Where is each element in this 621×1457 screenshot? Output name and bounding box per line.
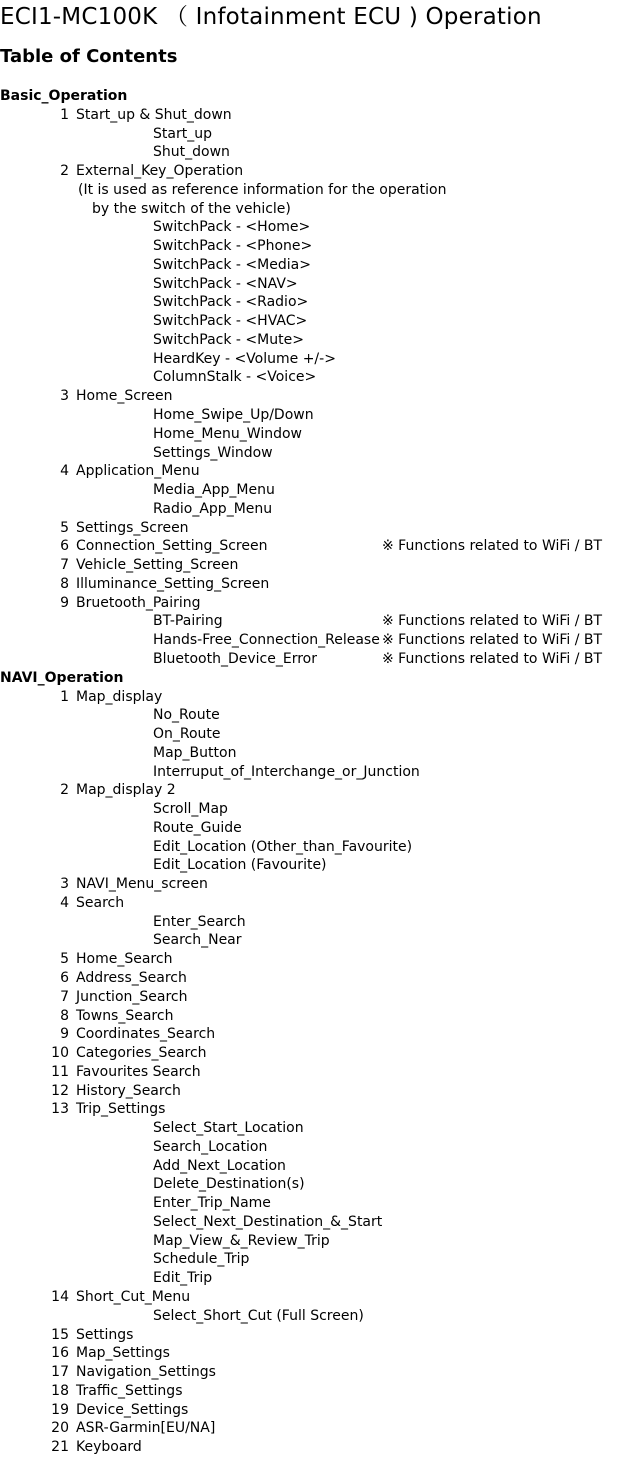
toc-entry-label: NAVI_Menu_screen (76, 876, 208, 893)
toc-entry-label: Map_display 2 (76, 782, 176, 799)
toc-entry-label: by the switch of the vehicle) (92, 200, 291, 217)
toc-entry-number: 5 (60, 519, 69, 536)
toc-entry[interactable] (0, 1363, 621, 1382)
toc-entry-number: 6 (60, 969, 69, 986)
toc-entry[interactable] (0, 594, 621, 613)
toc-entry[interactable] (0, 650, 621, 669)
toc-entry[interactable] (0, 706, 621, 725)
toc-entry[interactable] (0, 519, 621, 538)
toc-entry[interactable] (0, 1307, 621, 1326)
toc-entry-number: 2 (60, 163, 69, 180)
toc-entry[interactable] (0, 1082, 621, 1101)
toc-entry-number: 14 (51, 1289, 69, 1305)
toc-entry-label: (It is used as reference information for the operation (78, 181, 447, 198)
toc-entry[interactable] (0, 631, 621, 650)
toc-entry-label: Bruetooth_Pairing (76, 594, 201, 611)
toc-entry[interactable] (0, 275, 621, 294)
toc-entry[interactable] (0, 612, 621, 631)
toc-entry-label: Device_Settings (76, 1401, 189, 1418)
toc-entry[interactable] (0, 556, 621, 575)
toc-entry[interactable] (0, 725, 621, 744)
toc-entry[interactable] (0, 1326, 621, 1345)
wifi-bt-remark: ※ Functions related to WiFi / BT (382, 613, 603, 630)
toc-entry-label: Address_Search (76, 969, 187, 986)
toc-entry-label: Select_Next_Destination_&_Start (153, 1213, 383, 1230)
toc-entry-number: 3 (60, 388, 69, 405)
toc-entry-number: 7 (60, 988, 69, 1005)
toc-entry-number: 7 (60, 557, 69, 574)
toc-entry-number: 20 (51, 1420, 69, 1437)
toc-entry-label: SwitchPack - <Mute> (153, 331, 304, 348)
toc-entry-label: No_Route (153, 707, 220, 724)
toc-entry-label: NAVI_Operation (0, 669, 124, 686)
toc-entry[interactable] (0, 1138, 621, 1157)
toc-entry[interactable] (0, 1025, 621, 1044)
toc-entry-label: Interruput_of_Interchange_or_Junction (153, 763, 420, 780)
toc-entry-label: Start_up (153, 125, 212, 142)
toc-heading: Table of Contents (0, 46, 178, 67)
toc-entry-number: 13 (51, 1101, 69, 1118)
toc-entry[interactable] (0, 1063, 621, 1082)
toc-entry[interactable] (0, 444, 621, 463)
toc-entry-label: Settings_Screen (76, 519, 189, 536)
toc-entry-label: Bluetooth_Device_Error (153, 650, 317, 667)
toc-entry[interactable] (0, 462, 621, 481)
toc-entry[interactable] (0, 162, 621, 181)
toc-entry-number: 8 (60, 575, 69, 592)
toc-entry-label: Basic_Operation (0, 88, 128, 104)
toc-entry[interactable] (0, 781, 621, 800)
toc-entry-label: SwitchPack - <NAV> (153, 275, 298, 292)
toc-entry-label: Home_Menu_Window (153, 425, 302, 442)
toc-entry[interactable] (0, 1175, 621, 1194)
toc-section[interactable] (0, 669, 621, 688)
toc-entry[interactable] (0, 1419, 621, 1438)
toc-entry[interactable] (0, 819, 621, 838)
toc-entry-label: ASR-Garmin[EU/NA] (76, 1420, 216, 1437)
toc-entry-number: 11 (51, 1063, 69, 1080)
toc-entry[interactable] (0, 856, 621, 875)
toc-entry-number: 9 (60, 1026, 69, 1043)
toc-entry[interactable] (0, 1100, 621, 1119)
toc-entry-number: 1 (60, 106, 69, 123)
toc-entry[interactable] (0, 425, 621, 444)
toc-entry-number: 6 (60, 538, 69, 555)
wifi-bt-remark: ※ Functions related to WiFi / BT (382, 632, 603, 649)
toc-entry-number: 21 (51, 1439, 69, 1456)
toc-entry[interactable] (0, 1382, 621, 1401)
toc-entry-label: Edit_Location (Other_than_Favourite) (153, 838, 413, 855)
toc-entry-number: 15 (51, 1326, 69, 1343)
toc-entry[interactable] (0, 537, 621, 556)
toc-entry-label: Edit_Trip (153, 1270, 213, 1287)
toc-entry-label: Search_Location (153, 1138, 268, 1155)
toc-entry[interactable] (0, 312, 621, 331)
toc-entry[interactable] (0, 1157, 621, 1176)
toc-entry[interactable] (0, 256, 621, 275)
toc-entry-label: Enter_Trip_Name (153, 1195, 271, 1212)
toc-entry-label: Vehicle_Setting_Screen (76, 557, 239, 574)
toc-entry-label: Illuminance_Setting_Screen (76, 575, 270, 592)
toc-entry-label: Add_Next_Location (153, 1157, 286, 1174)
toc-entry-label: SwitchPack - <Media> (153, 256, 311, 273)
toc-entry[interactable] (0, 368, 621, 387)
toc-entry[interactable] (0, 1401, 621, 1420)
toc-entry-label: SwitchPack - <Home> (153, 219, 311, 236)
toc-entry-number: 4 (60, 463, 69, 480)
toc-entry-label: Delete_Destination(s) (153, 1176, 305, 1193)
toc-entry-label: Home_Screen (76, 388, 173, 405)
toc-entry-label: Favourites Search (76, 1063, 201, 1080)
table-of-contents (0, 87, 621, 1457)
toc-entry-label: Connection_Setting_Screen (76, 538, 268, 555)
toc-entry[interactable] (0, 181, 621, 200)
toc-entry-label: Home_Swipe_Up/Down (153, 407, 314, 424)
toc-entry-label: On_Route (153, 726, 221, 743)
toc-entry-label: Enter_Search (153, 913, 246, 930)
toc-entry-number: 12 (51, 1082, 69, 1099)
toc-entry[interactable] (0, 1344, 621, 1363)
toc-entry-label: Schedule_Trip (153, 1251, 250, 1268)
toc-entry-label: Navigation_Settings (76, 1364, 216, 1381)
toc-section[interactable] (0, 87, 621, 106)
toc-entry[interactable] (0, 218, 621, 237)
toc-entry[interactable] (0, 406, 621, 425)
toc-entry-label: Media_App_Menu (153, 482, 275, 499)
toc-entry-label: Home_Search (76, 951, 173, 968)
toc-entry[interactable] (0, 237, 621, 256)
toc-entry-label: Traffic_Settings (76, 1382, 183, 1399)
toc-entry[interactable] (0, 125, 621, 144)
toc-entry-label: Short_Cut_Menu (76, 1289, 191, 1305)
toc-entry[interactable] (0, 988, 621, 1007)
toc-entry-label: Settings (76, 1326, 134, 1343)
toc-entry-label: Junction_Search (76, 988, 188, 1005)
toc-entry-label: Hands-Free_Connection_Release (153, 632, 380, 649)
toc-entry[interactable] (0, 1250, 621, 1269)
toc-entry-label: HeardKey - <Volume +/-> (153, 350, 336, 367)
toc-entry[interactable] (0, 763, 621, 782)
toc-entry[interactable] (0, 387, 621, 406)
toc-entry[interactable] (0, 894, 621, 913)
toc-entry[interactable] (0, 688, 621, 707)
toc-entry-label: Select_Short_Cut (Full Screen) (153, 1307, 364, 1324)
toc-entry[interactable] (0, 950, 621, 969)
toc-entry-label: Towns_Search (76, 1007, 174, 1024)
toc-entry[interactable] (0, 913, 621, 932)
toc-entry-label: Map_Button (153, 744, 237, 761)
toc-entry-label: Trip_Settings (76, 1101, 166, 1118)
toc-entry-label: Edit_Location (Favourite) (153, 857, 327, 874)
toc-entry-label: Map_Settings (76, 1345, 170, 1362)
toc-entry[interactable] (0, 293, 621, 312)
toc-entry[interactable] (0, 1044, 621, 1063)
toc-entry-number: 8 (60, 1007, 69, 1024)
toc-entry[interactable] (0, 969, 621, 988)
toc-entry[interactable] (0, 143, 621, 162)
toc-entry-label: Radio_App_Menu (153, 500, 273, 517)
toc-entry-number: 1 (60, 688, 69, 705)
toc-entry-number: 19 (51, 1401, 69, 1418)
toc-entry-label: SwitchPack - <HVAC> (153, 313, 308, 330)
toc-entry-number: 18 (51, 1382, 69, 1399)
toc-entry-number: 3 (60, 876, 69, 893)
toc-entry-number: 10 (51, 1045, 69, 1062)
toc-entry[interactable] (0, 1119, 621, 1138)
toc-entry[interactable] (0, 1194, 621, 1213)
toc-entry-label: Categories_Search (76, 1045, 207, 1062)
toc-entry[interactable] (0, 931, 621, 950)
toc-entry-number: 5 (60, 951, 69, 968)
toc-entry-label: Route_Guide (153, 819, 242, 836)
toc-entry-number: 9 (60, 594, 69, 611)
toc-entry-label: External_Key_Operation (76, 163, 244, 180)
toc-entry[interactable] (0, 1232, 621, 1251)
toc-entry[interactable] (0, 106, 621, 125)
toc-entry[interactable] (0, 1438, 621, 1457)
toc-entry-label: Scroll_Map (153, 801, 228, 818)
toc-entry-label: Settings_Window (153, 444, 273, 461)
toc-entry[interactable] (0, 200, 621, 219)
toc-entry[interactable] (0, 744, 621, 763)
toc-entry[interactable] (0, 575, 621, 594)
toc-entry-label: Coordinates_Search (76, 1026, 216, 1043)
toc-entry[interactable] (0, 350, 621, 369)
toc-entry-label: SwitchPack - <Phone> (153, 238, 313, 255)
toc-entry-label: History_Search (76, 1082, 181, 1099)
toc-entry-label: Map_View_&_Review_Trip (153, 1232, 330, 1249)
toc-entry-label: Start_up & Shut_down (76, 106, 232, 123)
toc-entry[interactable] (0, 875, 621, 894)
toc-entry-label: Select_Start_Location (153, 1120, 304, 1137)
toc-entry-label: ColumnStalk - <Voice> (153, 369, 317, 386)
toc-entry[interactable] (0, 838, 621, 857)
wifi-bt-remark: ※ Functions related to WiFi / BT (382, 650, 603, 667)
toc-entry[interactable] (0, 500, 621, 519)
toc-entry[interactable] (0, 1007, 621, 1026)
toc-entry[interactable] (0, 1213, 621, 1232)
toc-entry-label: Search (76, 894, 125, 911)
toc-entry[interactable] (0, 1269, 621, 1288)
toc-entry-label: Shut_down (153, 144, 230, 161)
toc-entry[interactable] (0, 331, 621, 350)
toc-entry-number: 17 (51, 1364, 69, 1381)
toc-entry[interactable] (0, 1288, 621, 1307)
toc-entry-number: 4 (60, 894, 69, 911)
wifi-bt-remark: ※ Functions related to WiFi / BT (382, 538, 603, 555)
toc-entry-label: Application_Menu (76, 463, 200, 480)
document-title: ECI1-MC100K （ Infotainment ECU ) Operation (0, 4, 542, 30)
toc-entry-number: 16 (51, 1345, 69, 1362)
toc-entry[interactable] (0, 800, 621, 819)
toc-entry-label: SwitchPack - <Radio> (153, 294, 309, 311)
toc-entry-number: 2 (60, 782, 69, 799)
toc-entry-label: Keyboard (76, 1439, 142, 1456)
toc-entry-label: BT-Pairing (153, 613, 223, 630)
toc-entry[interactable] (0, 481, 621, 500)
toc-entry-label: Map_display (76, 688, 163, 705)
toc-entry-label: Search_Near (153, 932, 242, 949)
